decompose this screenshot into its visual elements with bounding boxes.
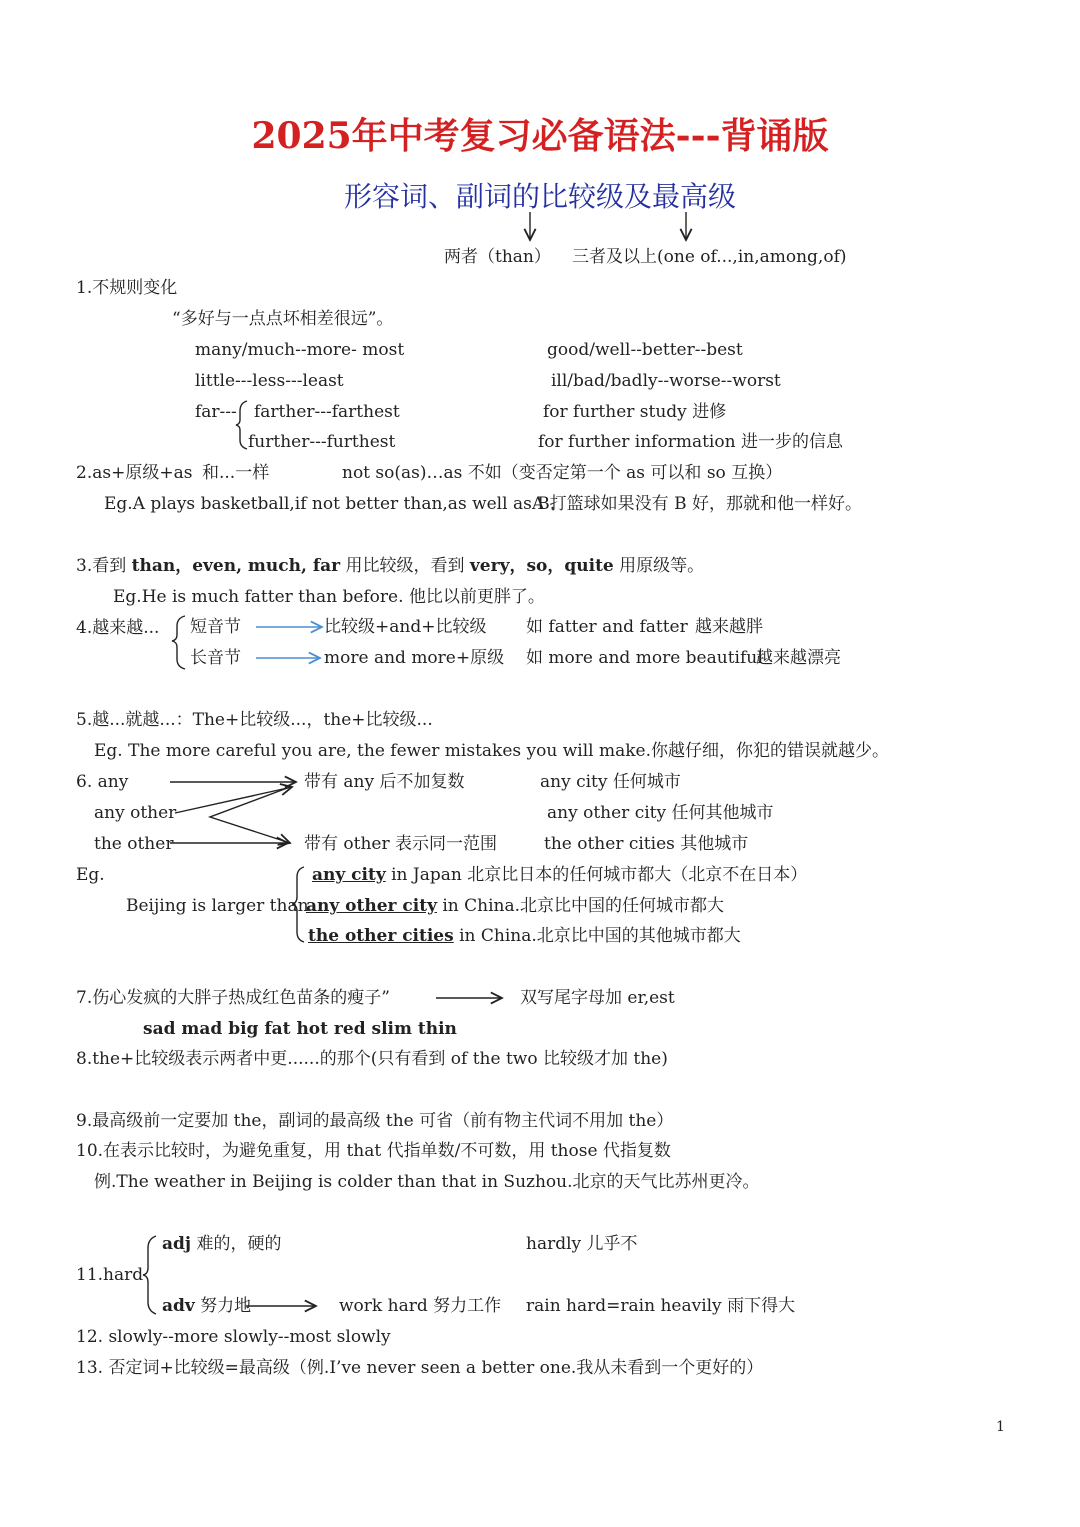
s1-heading: 1.不规则变化 — [76, 278, 178, 298]
s8-rule: 8.the+比较级表示两者中更......的那个(只有看到 of the two 比较级才加 the) — [76, 1049, 668, 1069]
s1-far: far--- — [195, 402, 237, 422]
s5-example: Eg. The more careful you are, the fewer mistakes you will make.你越仔细，你犯的错误就越少。 — [94, 741, 889, 761]
s1-line2-right: ill/bad/badly--worse--worst — [551, 371, 781, 391]
s6-note-other: 带有 other 表示同一范围 — [304, 834, 498, 854]
s4-long-meaning: 越来越漂亮 — [756, 648, 841, 668]
s13-rule: 13. 否定词+比较级=最高级（例.I’ve never seen a better one.我从未看到一个更好的） — [76, 1358, 764, 1378]
s4-long-syllable: 长音节 — [190, 648, 241, 668]
s11-adv: adv 努力地 — [162, 1296, 252, 1316]
s1-mnemonic: “多好与一点点坏相差很远”。 — [172, 309, 394, 329]
s4-long-rule: more and more+原级 — [324, 648, 505, 668]
s7-rule: 7.伤心发疯的大胖子热成红色苗条的瘦子” — [76, 988, 390, 1008]
document-subtitle: 形容词、副词的比较级及最高级 — [343, 180, 736, 213]
s6-option-3: the other cities in China.北京比中国的其他城市都大 — [308, 926, 741, 946]
s1-line2-left: little---less---least — [195, 371, 344, 391]
s6-the-other-cities: the other cities 其他城市 — [544, 834, 749, 854]
s6-any-city: any city 任何城市 — [540, 772, 681, 792]
s6-the-other: the other — [94, 834, 174, 854]
far-brace — [236, 401, 247, 449]
s2-example: Eg.A plays basketball,if not better than,as well as B. — [104, 494, 556, 514]
s7-result: 双写尾字母加 er,est — [520, 988, 675, 1008]
s6-arrow-any-other — [175, 787, 292, 813]
s4-short-syllable: 短音节 — [190, 617, 241, 637]
s6-any-other: any other — [94, 803, 177, 823]
s2-rule: 2.as+原级+as — [76, 463, 193, 483]
s2-meaning: 和...一样 — [202, 463, 270, 483]
s6-beijing: Beijing is larger than — [126, 896, 309, 916]
s6-eg: Eg. — [76, 865, 105, 885]
s1-further-information: for further information 进一步的信息 — [538, 432, 843, 452]
s5-rule: 5.越...就越...：The+比较级...，the+比较级... — [76, 710, 433, 730]
s11-rain-hard: rain hard=rain heavily 雨下得大 — [526, 1296, 796, 1316]
s1-line1-left: many/much--more- most — [195, 340, 405, 360]
s10-example: 例.The weather in Beijing is colder than that in Suzhou.北京的天气比苏州更冷。 — [94, 1172, 760, 1192]
page-number: 1 — [996, 1419, 1005, 1435]
s6-any-other-city: any other city 任何其他城市 — [547, 803, 774, 823]
s4-brace — [172, 616, 185, 669]
s3-example: Eg.He is much fatter than before. 他比以前更胖了。 — [113, 587, 545, 607]
s4-short-meaning: 越来越胖 — [695, 617, 763, 637]
s11-brace — [143, 1236, 156, 1314]
s1-further-study: for further study 进修 — [543, 402, 727, 422]
s1-line1-right: good/well--better--best — [547, 340, 743, 360]
s11-adj: adj 难的，硬的 — [162, 1234, 282, 1254]
s2-not-so-as: not so(as)…as 不如（变否定第一个 as 可以和 so 互换） — [342, 463, 783, 483]
label-three-or-more: 三者及以上(one of...,in,among,of) — [572, 247, 847, 267]
s6-option-1: any city in Japan 北京比日本的任何城市都大（北京不在日本） — [312, 865, 808, 885]
s12-rule: 12. slowly--more slowly--most slowly — [76, 1327, 391, 1347]
s6-option-2: any other city in China.北京比中国的任何城市都大 — [306, 896, 725, 916]
s3-rule: 3.看到 than，even, much, far 用比较级，看到 very，so，quite 用原级等。 — [76, 556, 705, 576]
s10-rule: 10.在表示比较时，为避免重复，用 that 代指单数/不可数，用 those 代指复数 — [76, 1141, 671, 1161]
document-title: 2025年中考复习必备语法---背诵版 — [251, 115, 829, 157]
label-two-items: 两者（than） — [444, 247, 551, 267]
s1-farther: farther---farthest — [254, 402, 400, 422]
s4-short-rule: 比较级+and+比较级 — [324, 617, 487, 637]
s4-long-example: 如 more and more beautiful — [526, 648, 763, 668]
s6-arrow-cross-a — [210, 787, 290, 843]
s11-work-hard: work hard 努力工作 — [339, 1296, 502, 1316]
s2-example-cn: A 打篮球如果没有 B 好，那就和他一样好。 — [532, 494, 862, 514]
s6-any: 6. any — [76, 772, 129, 792]
s7-words: sad mad big fat hot red slim thin — [143, 1019, 457, 1039]
s9-rule: 9.最高级前一定要加 the，副词的最高级 the 可省（前有物主代词不用加 the） — [76, 1111, 674, 1131]
s6-note-any: 带有 any 后不加复数 — [304, 772, 465, 792]
s11-hardly: hardly 儿乎不 — [526, 1234, 638, 1254]
s1-further: further---furthest — [248, 432, 396, 452]
s4-short-example: 如 fatter and fatter — [526, 617, 688, 637]
s4-label: 4.越来越... — [76, 618, 160, 638]
s11-label: 11.hard — [76, 1265, 144, 1285]
